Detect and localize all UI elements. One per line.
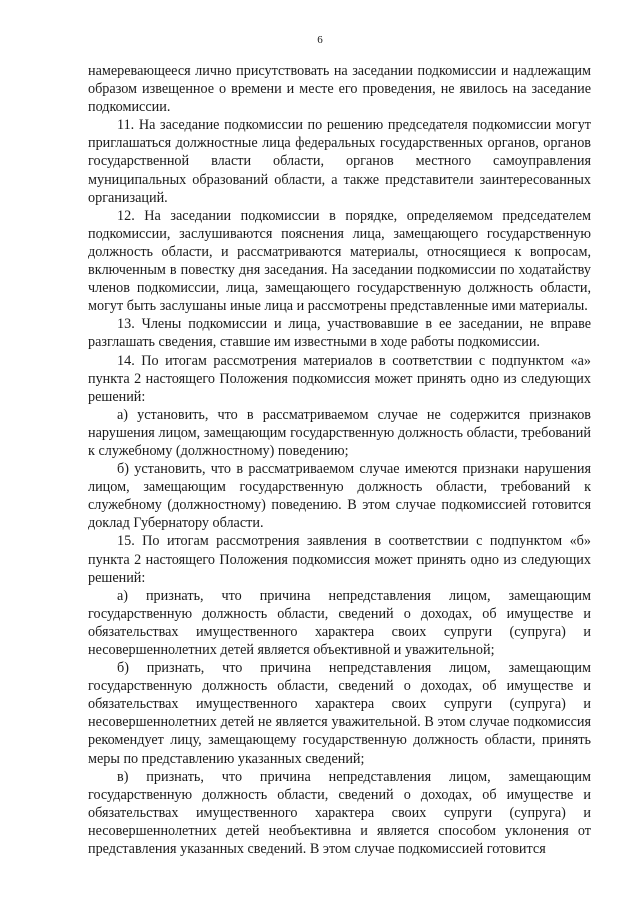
paragraph-15: 15. По итогам рассмотрения заявления в соответствии с подпунктом «б» пункта 2 настоящего Положения подкомиссия может принять одно из следующих решений: <box>88 533 591 586</box>
paragraph-15a: а) признать, что причина непредставления лицом, замещающим государственную должность области, сведений о доходах, об имуществе и обязательствах имущественного характера своих супруги (супруга) и несовершеннолетних детей является объективной и уважительной; <box>88 587 591 658</box>
document-body <box>88 62 591 858</box>
paragraph-15v: в) признать, что причина непредставления лицом, замещающим государственную должность области, сведений о доходах, об имуществе и обязательствах имущественного характера своих супруги (супруга) и несовершеннолетних детей необъективна и является способом уклонения от представления указанных сведений. В этом случае подкомиссией готовится <box>88 768 591 858</box>
paragraph-14: 14. По итогам рассмотрения материалов в соответствии с подпунктом «а» пункта 2 настоящего Положения подкомиссия может принять одно из следующих решений: <box>88 352 591 405</box>
paragraph-14b: б) установить, что в рассматриваемом случае имеются признаки нарушения лицом, замещающим государственную должность области, требований к служебному (должностному) поведению. В этом случае подкомиссией готовится доклад Губернатору области. <box>88 461 591 532</box>
paragraph-13: 13. Члены подкомиссии и лица, участвовавшие в ее заседании, не вправе разглашать сведения, ставшие им известными в ходе работы подкомиссии. <box>88 316 591 351</box>
paragraph-15b: б) признать, что причина непредставления лицом, замещающим государственную должность области, сведений о доходах, об имуществе и обязательствах имущественного характера своих супруги (супруга) и несовершеннолетних детей не является уважительной. В этом случае подкомиссия рекомендует лицу, замещающему государственную должность области, принять меры по представлению указанных сведений; <box>88 660 591 767</box>
paragraph-14a: а) установить, что в рассматриваемом случае не содержится признаков нарушения лицом, замещающим государственную должность области, требований к служебному (должностному) поведению; <box>88 406 591 459</box>
page-number: 6 <box>317 34 323 46</box>
paragraph-continuation: намеревающееся лично присутствовать на заседании подкомиссии и надлежащим образом извещенное о времени и месте его проведения, не явилось на заседание подкомиссии. <box>88 63 591 116</box>
paragraph-12: 12. На заседании подкомиссии в порядке, определяемом председателем подкомиссии, заслушиваются пояснения лица, замещающего государственную должность области, и рассматриваются материалы, относящиеся к вопросам, включенным в повестку дня заседания. На заседании подкомиссии по ходатайству членов подкомиссии, лица, замещающего государственную должность области, могут быть заслушаны иные лица и рассмотрены представленные ими материалы. <box>88 207 591 315</box>
paragraph-11: 11. На заседание подкомиссии по решению председателя подкомиссии могут приглашаться должностные лица федеральных государственных органов, органов государственной власти области, органов местного самоуправления муниципальных образований области, а также представители заинтересованных организаций. <box>88 117 591 206</box>
